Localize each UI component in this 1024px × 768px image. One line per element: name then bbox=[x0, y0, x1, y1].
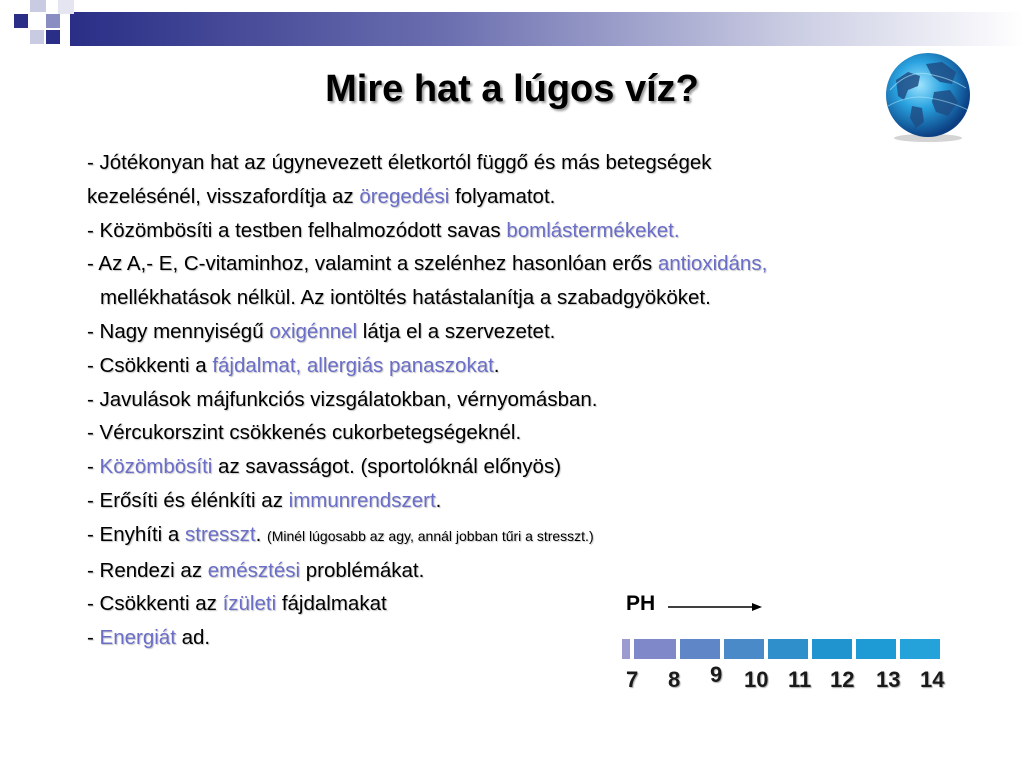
header-square-dark bbox=[46, 30, 60, 44]
highlighted-term: bomlástermékeket. bbox=[506, 218, 680, 242]
ph-segment bbox=[856, 639, 896, 659]
list-item bbox=[87, 214, 967, 248]
ph-value: 7 bbox=[626, 667, 639, 692]
ph-value: 8 bbox=[668, 667, 681, 692]
ph-segment bbox=[680, 639, 720, 659]
benefits-list bbox=[87, 146, 967, 655]
line-text: az savasságot. (sportolóknál előnyös) bbox=[212, 455, 562, 479]
header-square-light bbox=[30, 0, 46, 12]
list-item bbox=[87, 180, 967, 214]
line-text: - Csökkenti az bbox=[87, 592, 223, 616]
line-text: mellékhatások nélkül. Az iontöltés hatástalanítja a szabadgyököket. bbox=[100, 286, 711, 310]
line-text: ad. bbox=[175, 626, 211, 650]
list-item bbox=[87, 416, 967, 450]
header-square-dark bbox=[14, 14, 28, 28]
list-item bbox=[87, 518, 967, 554]
line-text: - Enyhíti a bbox=[87, 522, 185, 546]
ph-scale-numbers bbox=[612, 662, 972, 695]
list-item bbox=[87, 247, 967, 281]
list-item bbox=[87, 281, 967, 315]
line-text: - Közömbösíti a testben felhalmozódott savas bbox=[87, 218, 507, 242]
line-text: fájdalmakat bbox=[276, 592, 387, 616]
list-item bbox=[87, 587, 967, 621]
line-text: - Csökkenti a bbox=[87, 353, 213, 377]
highlighted-term: immunrendszert bbox=[288, 488, 436, 512]
ph-value: 14 bbox=[920, 667, 945, 692]
line-text: - bbox=[87, 455, 100, 479]
ph-value: 10 bbox=[744, 667, 769, 692]
line-text: folyamatot. bbox=[449, 184, 556, 208]
line-text: problémákat. bbox=[300, 558, 425, 582]
arrow-right-icon bbox=[668, 600, 764, 614]
line-text: - bbox=[87, 626, 100, 650]
ph-segment bbox=[812, 639, 852, 659]
list-item bbox=[87, 450, 967, 484]
ph-label: PH bbox=[626, 592, 656, 615]
ph-segment bbox=[900, 639, 940, 659]
highlighted-term: ízületi bbox=[222, 592, 277, 616]
ph-value: 11 bbox=[788, 667, 812, 692]
line-text: - Javulások májfunkciós vizsgálatokban, vérnyomásban. bbox=[87, 387, 598, 411]
line-text: . bbox=[493, 353, 500, 377]
ph-value: 9 bbox=[710, 662, 723, 687]
line-text: - Jótékonyan hat az úgynevezett életkortól függő és más betegségek bbox=[87, 151, 712, 174]
ph-value: 13 bbox=[876, 667, 901, 692]
list-item bbox=[87, 146, 967, 180]
list-item bbox=[87, 383, 967, 417]
line-text: - Az A,- E, C-vitaminhoz, valamint a szelénhez hasonlóan erős bbox=[87, 252, 658, 276]
note-text: (Minél lúgosabb az agy, annál jobban tűri a stresszt.) bbox=[267, 527, 594, 544]
page-title: Mire hat a lúgos víz? bbox=[325, 68, 699, 110]
ph-scale-bar bbox=[622, 639, 944, 659]
line-text: kezelésénél, visszafordítja az bbox=[87, 184, 360, 208]
highlighted-term: antioxidáns, bbox=[657, 252, 768, 276]
highlighted-term: Közömbösíti bbox=[99, 455, 213, 479]
list-item bbox=[87, 484, 967, 518]
line-text: - Vércukorszint csökkenés cukorbetegségeknél. bbox=[87, 421, 522, 445]
line-text: - Nagy mennyiségű bbox=[87, 319, 270, 343]
ph-segment bbox=[634, 639, 676, 659]
line-text: . bbox=[255, 522, 268, 546]
highlighted-term: Energiát bbox=[99, 626, 176, 650]
ph-segment bbox=[622, 639, 630, 659]
ph-segment bbox=[724, 639, 764, 659]
highlighted-term: emésztési bbox=[207, 558, 301, 582]
header-gradient-bar bbox=[70, 12, 1024, 46]
ph-value: 12 bbox=[830, 667, 855, 692]
highlighted-term: oxigénnel bbox=[269, 319, 358, 343]
list-item bbox=[87, 349, 967, 383]
header-square-light bbox=[30, 30, 44, 44]
header-square-white bbox=[58, 0, 74, 14]
line-text: - Rendezi az bbox=[87, 558, 208, 582]
list-item bbox=[87, 554, 967, 588]
highlighted-term: öregedési bbox=[359, 184, 450, 208]
header-square-mid bbox=[46, 14, 60, 28]
highlighted-term: stresszt bbox=[185, 522, 256, 546]
line-text: látja el a szervezetet. bbox=[357, 319, 556, 343]
highlighted-term: fájdalmat, allergiás panaszokat bbox=[212, 353, 494, 377]
line-text: - Erősíti és élénkíti az bbox=[87, 488, 289, 512]
globe-icon bbox=[878, 50, 978, 142]
line-text: . bbox=[435, 488, 442, 512]
list-item bbox=[87, 315, 967, 349]
ph-segment bbox=[768, 639, 808, 659]
